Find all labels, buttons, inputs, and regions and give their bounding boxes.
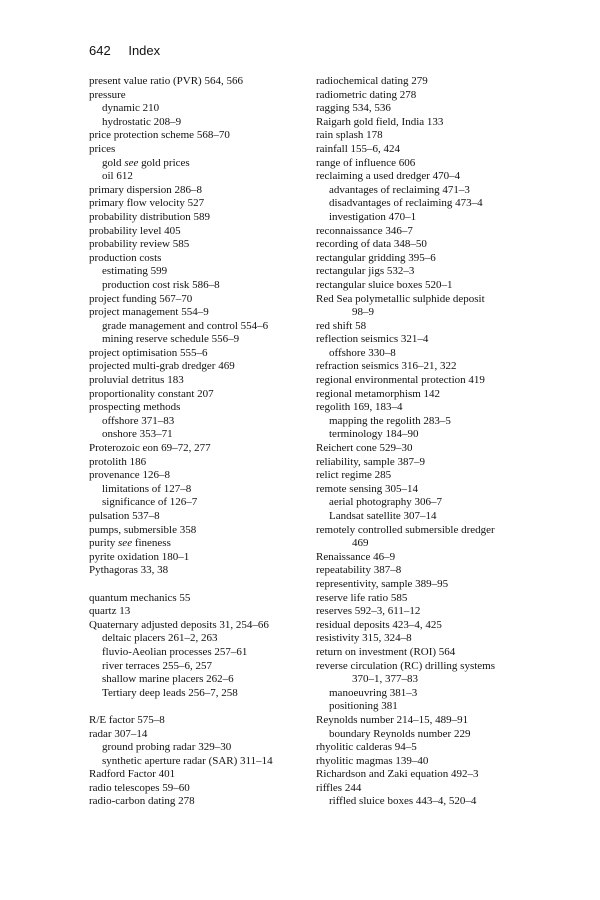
index-subentry: 98–9 <box>352 306 374 319</box>
index-column-right <box>316 75 556 809</box>
index-entry: reflection seismics 321–4 <box>316 333 429 346</box>
index-subentry: aerial photography 306–7 <box>329 496 443 509</box>
index-entry: R/E factor 575–8 <box>89 713 165 726</box>
index-subentry: onshore 353–71 <box>102 428 173 441</box>
index-entry: remote sensing 305–14 <box>316 482 419 495</box>
index-entry: Reynolds number 214–15, 489–91 <box>316 713 469 726</box>
index-entry: rainfall 155–6, 424 <box>316 142 401 155</box>
index-entry: rectangular gridding 395–6 <box>316 251 436 264</box>
index-entry: project optimisation 555–6 <box>89 346 208 359</box>
index-entry: prices <box>89 142 116 155</box>
index-subentry: fluvio-Aeolian processes 257–61 <box>102 645 248 658</box>
index-entry: probability review 585 <box>89 238 190 251</box>
section-gap <box>89 578 309 592</box>
section-gap <box>89 700 309 714</box>
index-entry: project management 554–9 <box>89 306 209 319</box>
index-entry: Quaternary adjusted deposits 31, 254–66 <box>89 618 269 631</box>
index-entry: reconnaissance 346–7 <box>316 224 413 237</box>
index-entry: Pythagoras 33, 38 <box>89 564 169 577</box>
index-entry: pulsation 537–8 <box>89 510 160 522</box>
index-subentry: disadvantages of reclaiming 473–4 <box>329 197 483 210</box>
index-entry: proportionality constant 207 <box>89 387 214 400</box>
index-subentry: advantages of reclaiming 471–3 <box>329 183 470 196</box>
index-subentry: deltaic placers 261–2, 263 <box>102 632 218 645</box>
index-subentry: hydrostatic 208–9 <box>102 115 182 128</box>
index-entry: recording of data 348–50 <box>316 238 427 251</box>
index-subentry: riffled sluice boxes 443–4, 520–4 <box>329 795 477 808</box>
index-subentry: significance of 126–7 <box>102 496 198 509</box>
index-subentry: terminology 184–90 <box>329 428 419 441</box>
index-entry: representivity, sample 389–95 <box>316 577 449 590</box>
index-entry: reserves 592–3, 611–12 <box>316 605 421 618</box>
index-entry: Red Sea polymetallic sulphide deposit <box>316 292 485 305</box>
index-subentry: synthetic aperture radar (SAR) 311–14 <box>102 754 273 767</box>
index-entry: ragging 534, 536 <box>316 102 391 115</box>
index-entry: radar 307–14 <box>89 727 148 740</box>
index-entry: radio telescopes 59–60 <box>89 781 190 794</box>
index-entry: Richardson and Zaki equation 492–3 <box>316 768 479 781</box>
index-entry: radiometric dating 278 <box>316 88 417 101</box>
index-subentry: boundary Reynolds number 229 <box>329 727 471 740</box>
index-subentry: manoeuvring 381–3 <box>329 686 418 699</box>
index-subentry: estimating 599 <box>102 265 168 278</box>
index-entry: rhyolitic calderas 94–5 <box>316 741 417 754</box>
index-entry: relict regime 285 <box>316 469 392 482</box>
index-entry: pumps, submersible 358 <box>89 523 197 536</box>
index-entry: prospecting methods <box>89 401 181 414</box>
index-entry: probability level 405 <box>89 224 181 237</box>
index-subentry: shallow marine placers 262–6 <box>102 673 234 686</box>
page-title: Index <box>128 43 161 58</box>
index-subentry: gold see gold prices <box>102 156 190 169</box>
index-entry: rhyolitic magmas 139–40 <box>316 754 429 767</box>
index-entry: provenance 126–8 <box>89 469 170 482</box>
index-subentry: mining reserve schedule 556–9 <box>102 333 240 346</box>
index-entry: Raigarh gold field, India 133 <box>316 115 444 128</box>
index-entry: proluvial detritus 183 <box>89 374 184 387</box>
index-subentry: 469 <box>352 537 369 550</box>
index-subentry: offshore 330–8 <box>329 346 396 359</box>
index-subentry: oil 612 <box>102 170 133 183</box>
index-subentry: offshore 371–83 <box>102 414 175 427</box>
index-entry: projected multi-grab dredger 469 <box>89 360 235 373</box>
index-entry: protolith 186 <box>89 455 147 468</box>
index-entry: price protection scheme 568–70 <box>89 129 230 142</box>
index-subentry: limitations of 127–8 <box>102 482 192 495</box>
index-column-left <box>89 75 309 809</box>
index-entry: primary flow velocity 527 <box>89 197 205 210</box>
index-subentry: grade management and control 554–6 <box>102 319 269 332</box>
index-entry: rectangular jigs 532–3 <box>316 265 415 278</box>
index-subentry: mapping the regolith 283–5 <box>329 414 451 427</box>
index-subentry: dynamic 210 <box>102 102 160 115</box>
index-subentry: Tertiary deep leads 256–7, 258 <box>102 686 238 699</box>
index-entry: reserve life ratio 585 <box>316 591 408 604</box>
index-entry: present value ratio (PVR) 564, 566 <box>89 75 243 87</box>
index-entry: remotely controlled submersible dredger <box>316 523 495 536</box>
index-entry: regolith 169, 183–4 <box>316 401 403 414</box>
index-entry: refraction seismics 316–21, 322 <box>316 360 457 373</box>
index-entry: Proterozoic eon 69–72, 277 <box>89 442 211 455</box>
index-entry: regional environmental protection 419 <box>316 374 485 387</box>
index-subentry: Landsat satellite 307–14 <box>329 510 437 522</box>
index-entry: rain splash 178 <box>316 129 383 142</box>
index-entry: radio-carbon dating 278 <box>89 795 195 808</box>
index-entry: reliability, sample 387–9 <box>316 455 425 468</box>
index-entry: radiochemical dating 279 <box>316 75 428 87</box>
index-entry: production costs <box>89 251 162 264</box>
index-subentry: investigation 470–1 <box>329 210 417 223</box>
index-subentry: ground probing radar 329–30 <box>102 741 232 754</box>
index-entry: Radford Factor 401 <box>89 768 176 781</box>
index-entry: range of influence 606 <box>316 156 416 169</box>
index-entry: pyrite oxidation 180–1 <box>89 550 190 563</box>
page-header <box>89 43 160 58</box>
index-entry: repeatability 387–8 <box>316 564 402 577</box>
index-entry: project funding 567–70 <box>89 292 193 305</box>
page-number: 642 <box>89 43 111 58</box>
index-entry: return on investment (ROI) 564 <box>316 645 456 658</box>
index-subentry: production cost risk 586–8 <box>102 278 220 291</box>
index-entry: probability distribution 589 <box>89 210 210 223</box>
index-entry: resistivity 315, 324–8 <box>316 632 412 645</box>
index-subentry: river terraces 255–6, 257 <box>102 659 212 672</box>
index-entry: pressure <box>89 88 126 101</box>
index-entry: purity see fineness <box>89 537 171 550</box>
index-entry: regional metamorphism 142 <box>316 387 441 400</box>
index-subentry: 370–1, 377–83 <box>352 673 418 686</box>
index-entry: quartz 13 <box>89 605 131 618</box>
index-entry: Reichert cone 529–30 <box>316 442 413 455</box>
index-entry: reclaiming a used dredger 470–4 <box>316 170 461 183</box>
index-entry: rectangular sluice boxes 520–1 <box>316 278 453 291</box>
index-entry: residual deposits 423–4, 425 <box>316 618 442 631</box>
index-entry: Renaissance 46–9 <box>316 550 396 563</box>
index-entry: red shift 58 <box>316 319 367 332</box>
index-entry: riffles 244 <box>316 781 362 794</box>
index-entry: reverse circulation (RC) drilling systems <box>316 659 496 672</box>
index-entry: primary dispersion 286–8 <box>89 183 203 196</box>
index-entry: quantum mechanics 55 <box>89 591 191 604</box>
index-subentry: positioning 381 <box>329 700 398 713</box>
